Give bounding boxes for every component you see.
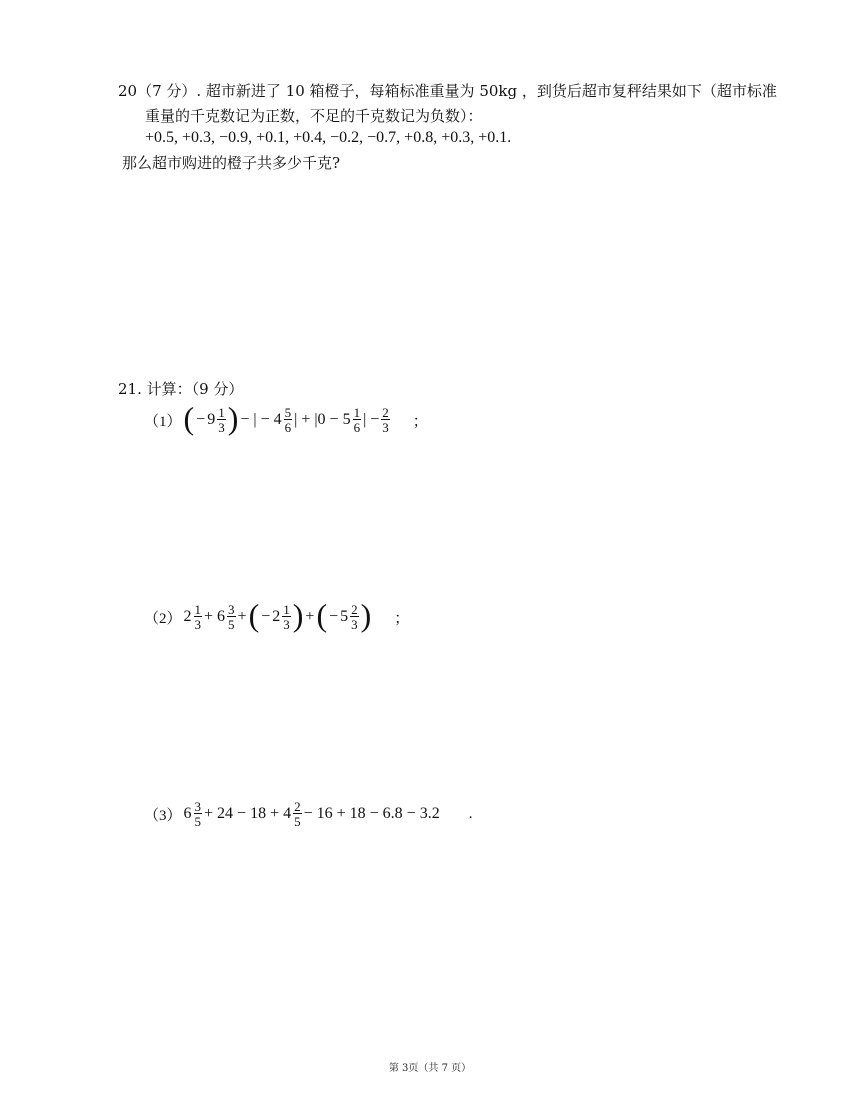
- fraction: $\frac{2}{3}$: [382, 405, 389, 435]
- semicolon: ；: [394, 610, 410, 627]
- whole-number: 2: [183, 608, 192, 625]
- q21-part3-expression: [143, 792, 473, 836]
- operator-text: | −: [363, 411, 380, 428]
- fraction: $\frac{3}{5}$: [228, 602, 235, 632]
- semicolon: ；: [412, 413, 428, 430]
- right-paren: ): [360, 597, 372, 633]
- minus-sign: −: [261, 608, 271, 625]
- q21-part1-expression: [143, 398, 429, 442]
- page-footer: 第 3页（共 7 页）: [388, 1063, 472, 1074]
- whole-number: 2: [272, 608, 281, 625]
- fraction: $\frac{2}{3}$: [351, 602, 358, 632]
- whole-number: 5: [340, 608, 349, 625]
- minus-sign: −: [196, 411, 206, 428]
- operator-text: − 16 + 18 − 6.8 − 3.2: [303, 805, 440, 822]
- fraction: $\frac{1}{3}$: [283, 602, 290, 632]
- whole-number: 9: [207, 411, 216, 428]
- operator-text: + 6: [204, 608, 226, 625]
- q21-heading: 21. 计算：（9 分）: [118, 380, 244, 398]
- period: .: [468, 805, 473, 822]
- left-paren: (: [248, 597, 260, 633]
- left-paren: (: [316, 597, 328, 633]
- fraction: $\frac{5}{6}$: [284, 405, 292, 435]
- minus-sign: −: [329, 608, 339, 625]
- operator-text: +: [305, 608, 315, 625]
- fraction: $\frac{1}{3}$: [218, 405, 225, 435]
- left-paren: (: [183, 400, 195, 436]
- right-paren: ): [292, 597, 304, 633]
- operator-text: − | − 4: [240, 411, 282, 428]
- fraction: $\frac{1}{3}$: [194, 602, 202, 632]
- operator-text: +: [237, 608, 247, 625]
- part3-label: （3）: [144, 807, 182, 824]
- q20-values: +0.5, +0.3, −0.9, +0.1, +0.4, −0.2, −0.7, +0.8, +0.3, +0.1.: [145, 129, 512, 146]
- right-paren: ): [227, 400, 239, 436]
- operator-text: + 24 − 18 + 4: [204, 805, 292, 822]
- part1-label: （1）: [144, 413, 182, 430]
- part2-label: （2）: [144, 610, 182, 627]
- q20-line1: 20（7 分）. 超市新进了 10 箱橙子，每箱标准重量为 50kg ，到货后超市复秤结果如下（超市标准: [118, 82, 777, 100]
- q20-line2: 重量的千克数记为正数，不足的千克数记为负数）：: [145, 107, 483, 125]
- q20-question: 那么超市购进的橙子共多少千克?: [122, 154, 341, 172]
- fraction: $\frac{3}{5}$: [194, 799, 202, 829]
- whole-number: 6: [183, 805, 192, 822]
- fraction: $\frac{2}{5}$: [294, 799, 301, 829]
- q21-part2-expression: [143, 595, 410, 639]
- fraction: $\frac{1}{6}$: [353, 405, 361, 435]
- operator-text: | + |0 − 5: [294, 411, 351, 428]
